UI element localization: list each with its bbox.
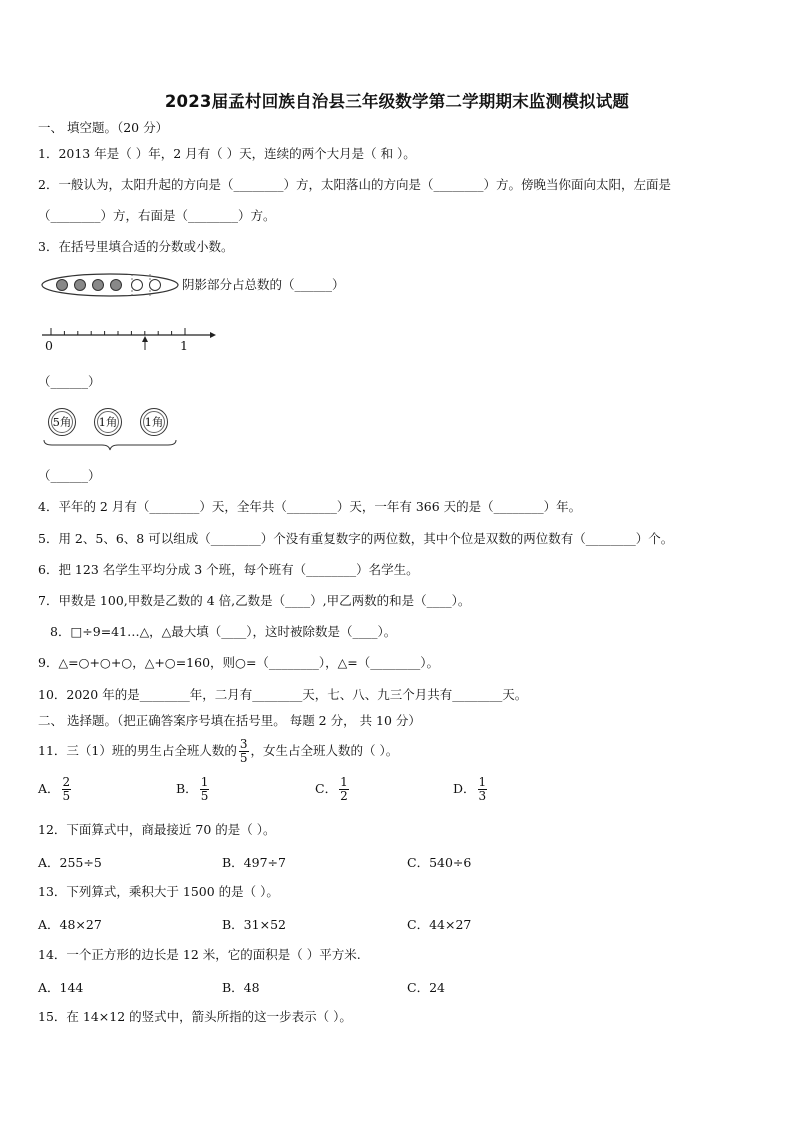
- option-13-a: A．48×27: [38, 917, 102, 932]
- option-11-c: C． $\frac{1}{2}$: [315, 775, 348, 803]
- question-2-line-1: 2．一般认为，太阳升起的方向是（________）方，太阳落山的方向是（________）方。傍晚当你面向太阳，左面是: [38, 177, 671, 192]
- question-3-coins-blank: （______）: [38, 468, 101, 483]
- question-13: 13．下列算式，乘积大于 1500 的是（ ）。: [38, 884, 279, 899]
- question-15: 15．在 14×12 的竖式中，箭头所指的这一步表示（ ）。: [38, 1009, 352, 1024]
- option-14-a: A．144: [38, 980, 84, 995]
- coin-1-jiao: 1角: [140, 408, 168, 436]
- option-11-a: A． $\frac{2}{5}$: [38, 775, 71, 803]
- number-line-label-0: 0: [45, 338, 53, 353]
- question-2-line-2: （________）方，右面是（________）方。: [38, 208, 276, 223]
- coin-1-jiao: 1角: [94, 408, 122, 436]
- question-9: 9．△=○+○+○，△+○=160，则○=（________），△=（________）。: [38, 655, 440, 670]
- option-13-c: C．44×27: [407, 917, 472, 932]
- option-11-d: D． $\frac{1}{3}$: [453, 775, 487, 803]
- question-3-number-line-blank: （______）: [38, 374, 101, 389]
- question-14: 14．一个正方形的边长是 12 米，它的面积是（ ）平方米.: [38, 947, 361, 962]
- question-6: 6．把 123 名学生平均分成 3 个班，每个班有（________）名学生。: [38, 562, 419, 577]
- section-fill-blank-heading: 一、 填空题。（20 分）: [38, 120, 169, 135]
- fraction-three-fifths: $\frac{3}{5}$: [239, 737, 248, 765]
- coin-5-jiao: 5角: [48, 408, 76, 436]
- option-14-c: C．24: [407, 980, 445, 995]
- question-3-oval-text: 阴影部分占总数的（______）: [182, 277, 345, 292]
- option-11-b: B． $\frac{1}{5}$: [176, 775, 209, 803]
- question-7: 7．甲数是 100,甲数是乙数的 4 倍,乙数是（____）,甲乙两数的和是（____）。: [38, 593, 471, 608]
- section-choice-heading: 二、 选择题。（把正确答案序号填在括号里。 每题 2 分， 共 10 分）: [38, 713, 421, 728]
- option-12-c: C．540÷6: [407, 855, 472, 870]
- question-10: 10．2020 年的是________年，二月有________天，七、八、九三个月共有________天。: [38, 687, 528, 702]
- option-12-b: B．497÷7: [222, 855, 286, 870]
- number-line-label-1: 1: [180, 338, 188, 353]
- question-1: 1．2013 年是（ ）年，2 月有（ ）天，连续的两个大月是（ 和 ）。: [38, 146, 416, 161]
- question-11-text-end: ，女生占全班人数的（ ）。: [250, 743, 399, 758]
- option-14-b: B．48: [222, 980, 260, 995]
- coins-brace: [42, 438, 178, 452]
- question-5: 5．用 2、5、6、8 可以组成（________）个没有重复数字的两位数，其中个位是双数的两位数有（________）个。: [38, 531, 674, 546]
- option-12-a: A．255÷5: [38, 855, 102, 870]
- option-13-b: B．31×52: [222, 917, 286, 932]
- number-line-figure: [38, 322, 218, 352]
- question-11-text-start: 11．三（1）班的男生占全班人数的: [38, 743, 237, 758]
- question-8: 8．□÷9=41…△，△最大填（____），这时被除数是（____）。: [50, 624, 397, 639]
- page-title: 2023届孟村回族自治县三年级数学第二学期期末监测模拟试题: [164, 92, 630, 111]
- question-4: 4．平年的 2 月有（________）天，全年共（________）天，一年有 366 天的是（________）年。: [38, 499, 582, 514]
- question-12: 12．下面算式中，商最接近 70 的是（ ）。: [38, 822, 276, 837]
- shaded-circles-figure: [40, 272, 180, 298]
- question-11: [38, 736, 398, 766]
- question-3: 3．在括号里填合适的分数或小数。: [38, 239, 234, 254]
